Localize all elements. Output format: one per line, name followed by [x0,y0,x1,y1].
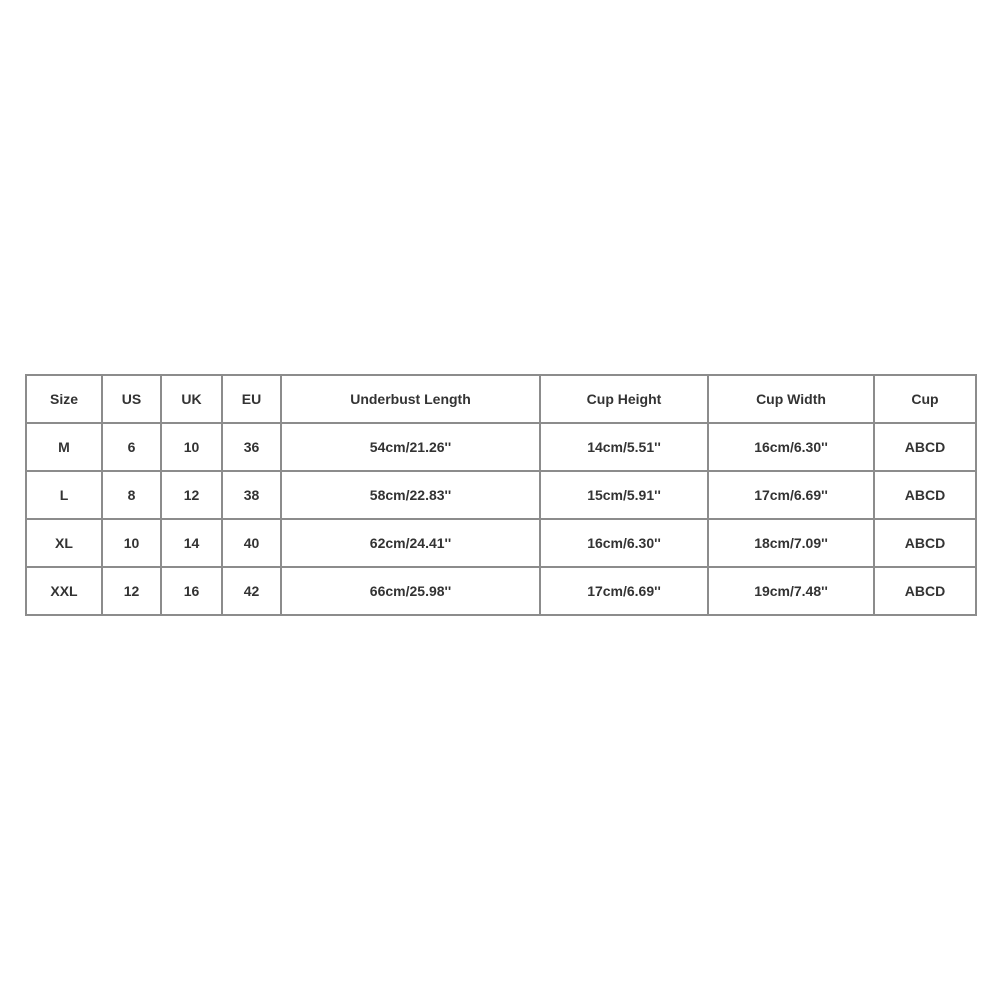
header-uk: UK [161,375,222,423]
cell-cup-height: 14cm/5.51'' [540,423,708,471]
cell-cup: ABCD [874,471,976,519]
cell-cup: ABCD [874,423,976,471]
cell-size: M [26,423,102,471]
header-size: Size [26,375,102,423]
header-cup-height: Cup Height [540,375,708,423]
header-underbust-length: Underbust Length [281,375,540,423]
cell-eu: 40 [222,519,281,567]
header-cup-width: Cup Width [708,375,874,423]
table-row [26,423,976,471]
cell-cup: ABCD [874,519,976,567]
cell-uk: 16 [161,567,222,615]
header-us: US [102,375,161,423]
header-eu: EU [222,375,281,423]
cell-size: XXL [26,567,102,615]
cell-us: 12 [102,567,161,615]
table-row [26,567,976,615]
table-row [26,519,976,567]
cell-underbust-length: 62cm/24.41'' [281,519,540,567]
cell-cup: ABCD [874,567,976,615]
header-cup: Cup [874,375,976,423]
cell-underbust-length: 66cm/25.98'' [281,567,540,615]
cell-cup-width: 17cm/6.69'' [708,471,874,519]
cell-uk: 14 [161,519,222,567]
cell-uk: 12 [161,471,222,519]
table-row [26,471,976,519]
size-chart-table [25,374,977,616]
cell-us: 8 [102,471,161,519]
cell-size: L [26,471,102,519]
cell-underbust-length: 54cm/21.26'' [281,423,540,471]
cell-uk: 10 [161,423,222,471]
cell-cup-width: 18cm/7.09'' [708,519,874,567]
cell-cup-width: 16cm/6.30'' [708,423,874,471]
cell-eu: 42 [222,567,281,615]
table-header-row [26,375,976,423]
cell-underbust-length: 58cm/22.83'' [281,471,540,519]
cell-cup-width: 19cm/7.48'' [708,567,874,615]
cell-us: 6 [102,423,161,471]
cell-eu: 36 [222,423,281,471]
cell-size: XL [26,519,102,567]
cell-cup-height: 15cm/5.91'' [540,471,708,519]
cell-eu: 38 [222,471,281,519]
cell-us: 10 [102,519,161,567]
cell-cup-height: 17cm/6.69'' [540,567,708,615]
cell-cup-height: 16cm/6.30'' [540,519,708,567]
